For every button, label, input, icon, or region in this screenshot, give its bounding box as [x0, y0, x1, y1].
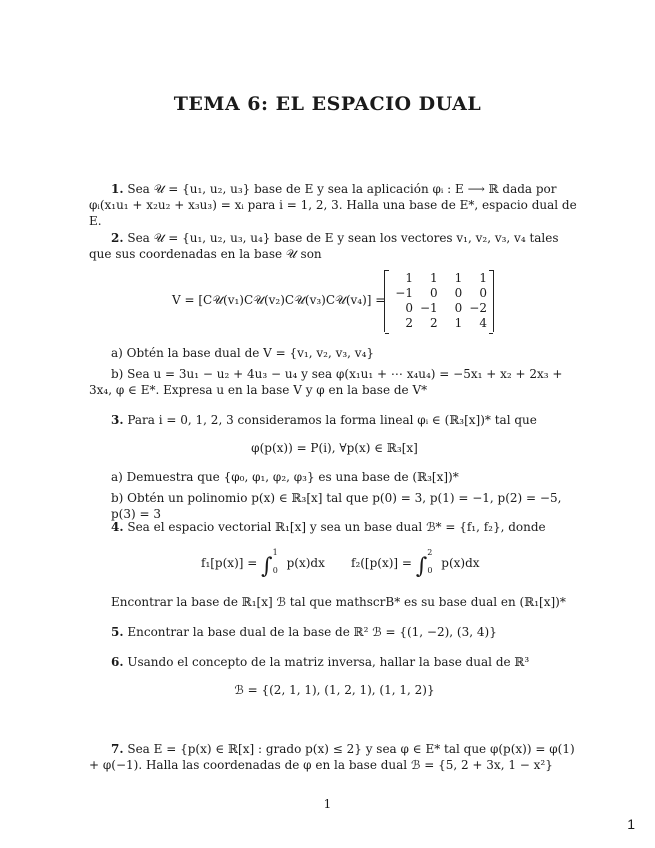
exercise-5-number: 5. — [111, 625, 124, 639]
matrix-cell: 0 — [430, 286, 438, 300]
matrix-row-3 — [391, 301, 487, 316]
matrix-cell: 1 — [454, 271, 463, 285]
exercise-3b: b) Obtén un polinomio p(x) ∈ ℝ₃[x] tal que p(0) = 3, p(1) = −1, p(2) = −5, p(3) = 3 — [111, 491, 562, 521]
exercise-5-text: Encontrar la base dual de la base de ℝ² ℬ = {(1, −2), (3, 4)} — [127, 625, 497, 639]
exercise-3a: a) Demuestra que {φ₀, φ₁, φ₂, φ₃} es una base de (ℝ₃[x])* — [111, 470, 459, 484]
exercise-3-text: Para i = 0, 1, 2, 3 consideramos la forma lineal φᵢ ∈ (ℝ₃[x])* tal que — [127, 413, 537, 427]
integral-sign: ∫ — [415, 554, 428, 579]
exercise-3-formula: φ(p(x)) = P(i), ∀p(x) ∈ ℝ₃[x] — [251, 441, 418, 455]
exercise-6-number: 6. — [111, 655, 124, 669]
integral-f1 — [201, 548, 325, 579]
matrix-cell: −2 — [469, 301, 487, 315]
exercise-1-number: 1. — [111, 182, 124, 196]
matrix-row-2 — [391, 286, 487, 301]
exercise-2-matrix-equation — [89, 270, 580, 332]
exercise-6-text: Usando el concepto de la matriz inversa, hallar la base dual de ℝ³ — [127, 655, 530, 669]
exercise-3 — [89, 412, 580, 428]
matrix-row-4 — [391, 316, 487, 331]
matrix-cell: −1 — [419, 301, 438, 315]
coordinate-matrix — [384, 270, 494, 332]
integral-f2-lhs: f₂([p(x)] = — [351, 556, 412, 570]
exercise-6-formula: ℬ = {(2, 1, 1), (1, 2, 1), (1, 1, 2)} — [234, 683, 435, 697]
exercise-2 — [89, 230, 580, 262]
matrix-cell: 0 — [454, 301, 463, 315]
exercise-4 — [89, 519, 580, 535]
page-number: 1 — [323, 797, 332, 811]
integral-f2-body: p(x)dx — [441, 556, 480, 570]
exercise-2b: b) Sea u = 3u₁ − u₂ + 4u₃ − u₄ y sea φ(x₁u₁ + ⋯ x₄u₄) = −5x₁ + x₂ + 2x₃ + 3x₄, φ ∈ E*. Expresa u en la base V y φ en la base de V* — [89, 367, 563, 397]
exercise-4-conclusion: Encontrar la base de ℝ₁[x] ℬ tal que mathscrB* es su base dual en (ℝ₁[x])* — [111, 595, 566, 609]
exercise-7 — [89, 741, 580, 773]
integral-f1-lhs: f₁[p(x)] = — [201, 556, 258, 570]
exercise-4-integrals — [89, 546, 580, 586]
viewer-page-indicator: 1 — [627, 816, 635, 832]
matrix-label: V = [C𝒰(v₁)C𝒰(v₂)C𝒰(v₃)C𝒰(v₄)] = — [172, 293, 386, 307]
integral-f2 — [351, 548, 480, 579]
exercise-2-text: Sea 𝒰 = {u₁, u₂, u₃, u₄} base de E y sean los vectores v₁, v₂, v₃, v₄ tales que sus coordenadas en la base 𝒰 son — [89, 231, 559, 261]
matrix-cell: 1 — [430, 271, 438, 285]
exercise-6 — [89, 654, 580, 670]
exercise-4-text: Sea el espacio vectorial ℝ₁[x] y sea un base dual ℬ* = {f₁, f₂}, donde — [127, 520, 546, 534]
integral-f2-upper: 2 — [427, 548, 433, 557]
integral-f1-upper: 1 — [272, 548, 278, 557]
integral-f1-body: p(x)dx — [286, 556, 325, 570]
exercise-7-text: Sea E = {p(x) ∈ ℝ[x] : grado p(x) ≤ 2} y sea φ ∈ E* tal que φ(p(x)) = φ(1) + φ(−1). Halla las coordenadas de φ en la base dual ℬ = {5, 2 + 3x, 1 − x²} — [89, 742, 575, 772]
matrix-cell: 0 — [479, 286, 487, 300]
matrix-row-1 — [391, 271, 487, 286]
exercise-2a: a) Obtén la base dual de V = {v₁, v₂, v₃, v₄} — [111, 346, 375, 360]
page-title: TEMA 6: EL ESPACIO DUAL — [173, 93, 482, 115]
matrix-cell: 0 — [405, 301, 413, 315]
exercise-1 — [89, 181, 580, 229]
matrix-cell: 4 — [479, 316, 487, 330]
matrix-cell: 2 — [405, 316, 413, 330]
exercise-3-number: 3. — [111, 413, 124, 427]
exercise-4-number: 4. — [111, 520, 124, 534]
matrix-cell: −1 — [395, 286, 413, 300]
exercise-2-number: 2. — [111, 231, 124, 245]
matrix-cell: 1 — [405, 271, 413, 285]
integral-sign: ∫ — [261, 554, 273, 579]
integral-f1-lower: 0 — [272, 566, 278, 575]
matrix-cell: 2 — [430, 316, 438, 330]
matrix-cell: 1 — [479, 271, 487, 285]
matrix-cell: 1 — [454, 316, 463, 330]
exercise-5 — [89, 624, 580, 640]
exercise-7-number: 7. — [111, 742, 124, 756]
integral-f2-lower: 0 — [427, 566, 433, 575]
matrix-cell: 0 — [454, 286, 463, 300]
exercise-1-text: Sea 𝒰 = {u₁, u₂, u₃} base de E y sea la aplicación φᵢ : E ⟶ ℝ dada por φᵢ(x₁u₁ + x₂u₂ + x₃u₃) = xᵢ para i = 1, 2, 3. Halla una base de E*, espacio dual de E. — [89, 182, 577, 228]
